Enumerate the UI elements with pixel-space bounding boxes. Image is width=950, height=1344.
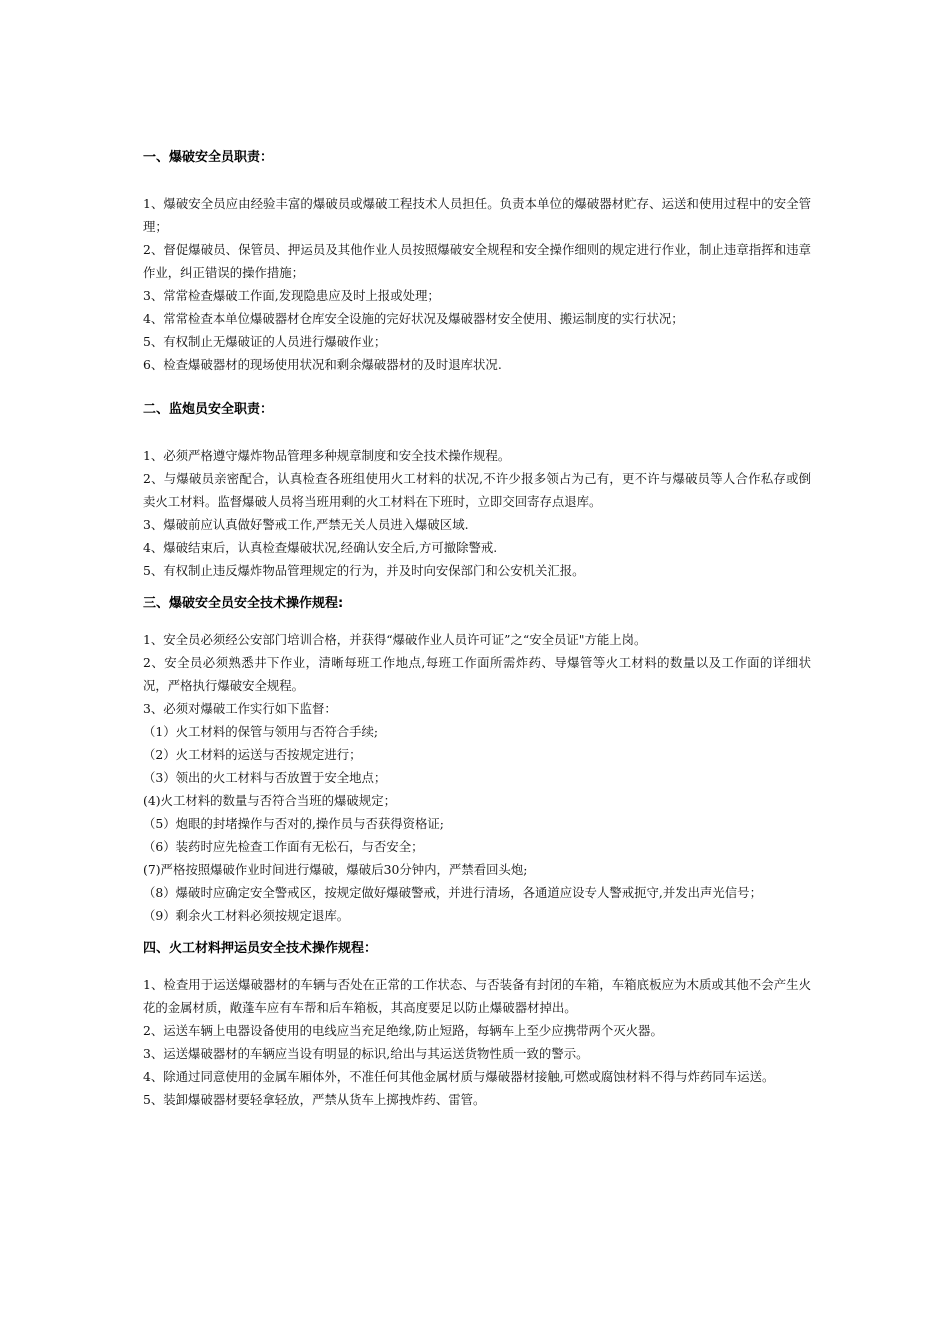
section-escort-procedures	[143, 937, 811, 1111]
section-item-list	[143, 973, 811, 1111]
list-item: 4、爆破结束后，认真检查爆破状况,经确认安全后,方可撤除警戒.	[143, 540, 498, 555]
section-heading: 一、爆破安全员职责：	[143, 150, 274, 165]
list-item: （3）领出的火工材料与否放置于安全地点；	[143, 770, 387, 785]
list-item: 1、安全员必须经公安部门培训合格，并获得“爆破作业人员许可证”之“安全员证"方能上岗。	[143, 632, 647, 647]
section-heading: 三、爆破安全员安全技术操作规程:	[143, 596, 344, 611]
list-item: 1、必须严格遵守爆炸物品管理多种规章制度和安全技术操作规程。	[143, 448, 511, 463]
document-body	[143, 146, 811, 1111]
list-item: 3、爆破前应认真做好警戒工作,严禁无关人员进入爆破区域.	[143, 517, 469, 532]
list-item: 5、有权制止违反爆炸物品管理规定的行为，并及时向安保部门和公安机关汇报。	[143, 563, 585, 578]
section-item-list	[143, 628, 811, 927]
list-item: （9）剩余火工材料必须按规定退库。	[143, 908, 350, 923]
list-item: 4、除通过同意使用的金属车厢体外，不准任何其他金属材质与爆破器材接触,可燃或腐蚀材料不得与炸药同车运送。	[143, 1069, 775, 1084]
list-item: 2、与爆破员亲密配合，认真检查各班组使用火工材料的状况,不许少报多领占为己有，更不许与爆破员等人合作私存或倒卖火工材料。监督爆破人员将当班用剩的火工材料在下班时，立即交回寄存点退库。	[143, 471, 811, 509]
list-item: （5）炮眼的封堵操作与否对的,操作员与否获得资格证;	[143, 816, 444, 831]
list-item: 4、常常检查本单位爆破器材仓库安全设施的完好状况及爆破器材安全使用、搬运制度的实行状况；	[143, 311, 684, 326]
list-item: (4)火工材料的数量与否符合当班的爆破规定；	[143, 793, 396, 808]
list-item: （8）爆破时应确定安全警戒区，按规定做好爆破警戒，并进行清场，各通道应设专人警戒扼守,并发出声光信号；	[143, 885, 762, 900]
list-item: 1、爆破安全员应由经验丰富的爆破员或爆破工程技术人员担任。负责本单位的爆破器材贮存、运送和使用过程中的安全管理；	[143, 196, 811, 234]
section-safety-officer-procedures	[143, 592, 811, 927]
section-blaster-safety-duties	[143, 146, 811, 376]
section-blast-monitor-duties	[143, 398, 811, 582]
list-item: 5、有权制止无爆破证的人员进行爆破作业；	[143, 334, 387, 349]
list-item: 2、安全员必须熟悉井下作业，清晰每班工作地点,每班工作面所需炸药、导爆管等火工材料的数量以及工作面的详细状况，严格执行爆破安全规程。	[143, 655, 811, 693]
list-item: （6）装药时应先检查工作面有无松石，与否安全；	[143, 839, 424, 854]
section-heading: 二、监炮员安全职责：	[143, 402, 274, 417]
section-item-list	[143, 192, 811, 376]
section-heading: 四、火工材料押运员安全技术操作规程：	[143, 941, 378, 956]
list-item: 5、装卸爆破器材要轻拿轻放，严禁从货车上掷拽炸药、雷管。	[143, 1092, 486, 1107]
list-item: （1）火工材料的保管与领用与否符合手续;	[143, 724, 379, 739]
list-item: 6、检查爆破器材的现场使用状况和剩余爆破器材的及时退库状况.	[143, 357, 502, 372]
list-item: 3、运送爆破器材的车辆应当设有明显的标识,给出与其运送货物性质一致的警示。	[143, 1046, 589, 1061]
list-item: 2、督促爆破员、保管员、押运员及其他作业人员按照爆破安全规程和安全操作细则的规定进行作业，制止违章指挥和违章作业，纠正错误的操作措施；	[143, 242, 811, 280]
list-item: 3、常常检查爆破工作面,发现隐患应及时上报或处理；	[143, 288, 440, 303]
list-item: 2、运送车辆上电器设备使用的电线应当充足绝缘,防止短路，每辆车上至少应携带两个灭火器。	[143, 1023, 663, 1038]
section-item-list	[143, 444, 811, 582]
list-item: （2）火工材料的运送与否按规定进行；	[143, 747, 362, 762]
list-item: 3、必须对爆破工作实行如下监督：	[143, 701, 337, 716]
list-item: (7)严格按照爆破作业时间进行爆破，爆破后30分钟内，严禁看回头炮;	[143, 862, 528, 877]
list-item: 1、检查用于运送爆破器材的车辆与否处在正常的工作状态、与否装备有封闭的车箱，车箱底板应为木质或其他不会产生火花的金属材质，敞蓬车应有车帮和后车箱板，其高度要足以防止爆破器材掉出。	[143, 977, 811, 1015]
